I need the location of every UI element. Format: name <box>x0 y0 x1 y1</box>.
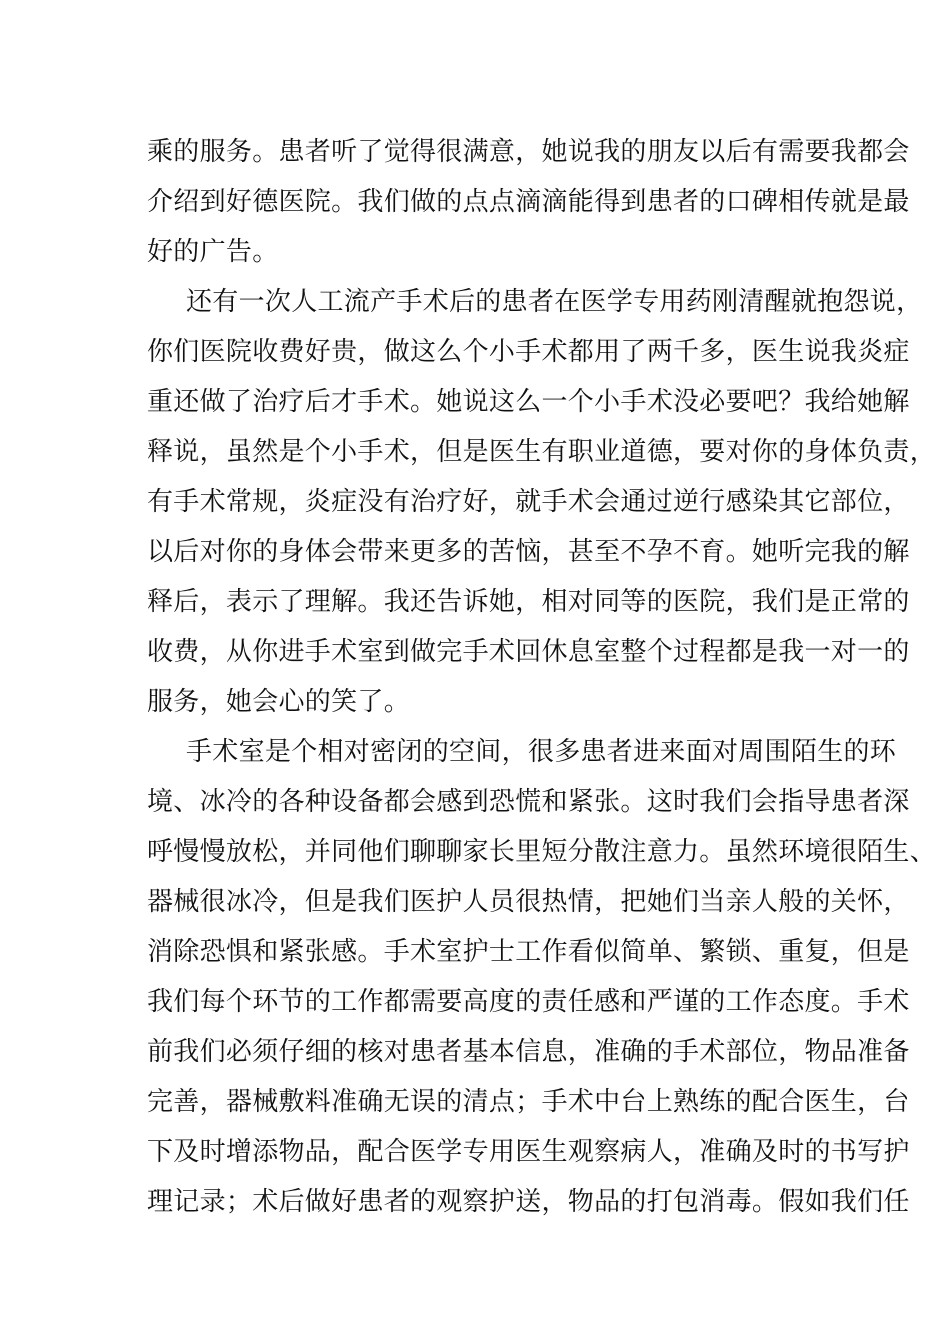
text-line: 服务，她会心的笑了。 <box>147 687 411 717</box>
text-line: 下及时增添物品，配合医学专用医生观察病人，准确及时的书写护 <box>147 1137 910 1167</box>
text-line: 我们每个环节的工作都需要高度的责任感和严谨的工作态度。手术 <box>147 987 910 1017</box>
text-line: 释说，虽然是个小手术，但是医生有职业道德，要对你的身体负责， <box>147 437 937 467</box>
text-line: 重还做了治疗后才手术。她说这么一个小手术没必要吧？我给她解 <box>147 387 910 417</box>
text-line: 以后对你的身体会带来更多的苦恼，甚至不孕不育。她听完我的解 <box>147 537 910 567</box>
text-line: 介绍到好德医院。我们做的点点滴滴能得到患者的口碑相传就是最 <box>147 187 910 217</box>
text-line: 乘的服务。患者听了觉得很满意，她说我的朋友以后有需要我都会 <box>147 137 910 167</box>
text-line: 前我们必须仔细的核对患者基本信息，准确的手术部位，物品准备 <box>147 1037 910 1067</box>
text-line: 理记录；术后做好患者的观察护送，物品的打包消毒。假如我们任 <box>147 1187 910 1217</box>
text-line: 收费，从你进手术室到做完手术回休息室整个过程都是我一对一的 <box>147 637 910 667</box>
text-line: 器械很冰冷，但是我们医护人员很热情，把她们当亲人般的关怀， <box>147 887 910 917</box>
text-line: 完善，器械敷料准确无误的清点；手术中台上熟练的配合医生，台 <box>147 1087 910 1117</box>
text-line: 呼慢慢放松，并同他们聊聊家长里短分散注意力。虽然环境很陌生、 <box>147 837 937 867</box>
paragraph-first-line: 还有一次人工流产手术后的患者在医学专用药刚清醒就抱怨说， <box>186 287 923 317</box>
paragraph-first-line: 手术室是个相对密闭的空间，很多患者进来面对周围陌生的环 <box>186 737 897 767</box>
text-line: 你们医院收费好贵，做这么个小手术都用了两千多，医生说我炎症 <box>147 337 910 367</box>
text-line: 有手术常规，炎症没有治疗好，就手术会通过逆行感染其它部位， <box>147 487 910 517</box>
text-line: 好的广告。 <box>147 237 279 267</box>
text-line: 消除恐惧和紧张感。手术室护士工作看似简单、繁锁、重复，但是 <box>147 937 910 967</box>
text-line: 境、冰冷的各种设备都会感到恐慌和紧张。这时我们会指导患者深 <box>147 787 910 817</box>
text-line: 释后，表示了理解。我还告诉她，相对同等的医院，我们是正常的 <box>147 587 910 617</box>
